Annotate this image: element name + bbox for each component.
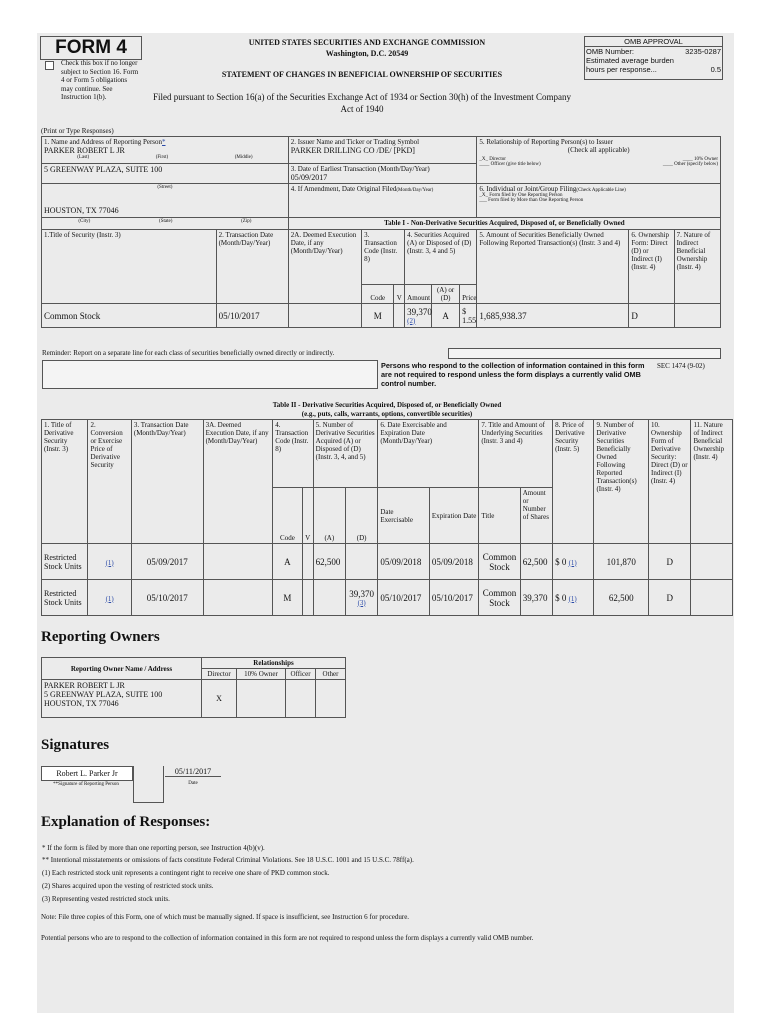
explanation-heading: Explanation of Responses: (41, 814, 211, 830)
other-mark[interactable]: ____ (662, 162, 673, 167)
reminder-right-box (448, 348, 721, 359)
signature-block (41, 766, 221, 802)
t1-subheader-v: V (394, 285, 405, 304)
form-title: FORM 4 (55, 37, 127, 58)
no-longer-subject-checkbox[interactable] (45, 61, 54, 70)
t2-r0-underlying-title: Common Stock (479, 544, 520, 580)
t2-subheader-code: Code (273, 488, 302, 544)
other-header: Other (316, 669, 346, 680)
t2-r0-a: 62,500 (313, 544, 345, 580)
owner-name: PARKER ROBERT L JR (44, 681, 125, 690)
signature-date-divider (163, 766, 164, 802)
relationship-row-2 (479, 162, 718, 167)
t1-header-date: 2. Transaction Date (Month/Day/Year) (216, 230, 288, 304)
t1-cell-price: $ 1.55 (460, 304, 477, 328)
signature-date-label: Date (188, 781, 198, 786)
amendment-label: 4. If Amendment, Date Original Filed (290, 185, 397, 193)
table-row (42, 544, 733, 580)
reporting-person-label: 1. Name and Address of Reporting Person (44, 138, 163, 146)
t2-subheader-a: (A) (313, 488, 345, 544)
t2-header-code: 4. Transaction Code (Instr. 8) (273, 420, 313, 488)
t1-cell-amount (405, 304, 432, 328)
reporting-owners-table (41, 657, 346, 718)
middle-label: (Middle) (234, 155, 253, 160)
footnote-3-link[interactable]: (3) (357, 598, 366, 607)
issuer-value: PARKER DRILLING CO /DE/ [PKD] (290, 146, 415, 155)
filed-pursuant: Filed pursuant to Section 16(a) of the Securities Exchange Act of 1934 or Section 30(h) of the Investment Company Act of 1940 (153, 92, 571, 114)
t2-subheader-amount: Amount or Number of Shares (520, 488, 552, 544)
earliest-date-label: 3. Date of Earliest Transaction (Month/Day/Year) (290, 165, 430, 173)
relationship-label: 5. Relationship of Reporting Person(s) to Issuer (479, 138, 613, 146)
t1-subheader-code: Code (362, 285, 394, 304)
relationship-cell (477, 137, 721, 184)
statement-title: STATEMENT OF CHANGES IN BENEFICIAL OWNERSHIP OF SECURITIES (221, 70, 503, 79)
sec-number: SEC 1474 (9-02) (657, 362, 705, 370)
director-header: Director (202, 669, 237, 680)
t2-header-title: 1. Title of Derivative Security (Instr. 3) (42, 420, 88, 544)
footnote-star-link[interactable]: * (162, 138, 166, 146)
t2-r0-d (345, 544, 377, 580)
t2-r0-price (553, 544, 594, 580)
explanation-line: * If the form is filed by more than one reporting person, see Instruction 4(b)(v). (42, 844, 265, 852)
t1-header-amount-owned: 5. Amount of Securities Beneficially Owned Following Reported Transaction(s) (Instr. 3 and 4) (477, 230, 629, 304)
signature-divider (133, 766, 134, 802)
t2-r1-exercisable: 05/10/2017 (378, 580, 430, 616)
city-cell (42, 184, 289, 218)
omb-hours-label: hours per response... (586, 65, 657, 74)
t2-r0-title: Restricted Stock Units (42, 544, 88, 580)
city-label: (City) (78, 219, 91, 224)
relationship-check: (Check all applicable) (567, 146, 630, 154)
t2-header-number: 5. Number of Derivative Securities Acquired (A) or Disposed of (D) (Instr. 3, 4, and 5) (313, 420, 378, 488)
t2-r1-owned: 62,500 (594, 580, 649, 616)
issuer-label: 2. Issuer Name and Ticker or Trading Symbol (290, 138, 420, 146)
t2-r1-code: M (273, 580, 302, 616)
t1-cell-v (394, 304, 405, 328)
t2-header-owned: 9. Number of Derivative Securities Beneficially Owned Following Reported Transaction(s) (Instr. 4) (594, 420, 649, 544)
t2-r0-price-value: $ 0 (555, 556, 567, 567)
owner-address-cell (42, 680, 202, 718)
omb-number: 3235-0287 (685, 47, 721, 56)
form-page (37, 33, 734, 1013)
reporting-person-cell (42, 137, 289, 164)
t2-r0-form: D (649, 544, 691, 580)
t2-r1-price (553, 580, 594, 616)
print-type: (Print or Type Responses) (41, 127, 114, 135)
t2-r1-expiration: 05/10/2017 (429, 580, 479, 616)
filing-more-row (479, 198, 718, 203)
t1-subheader-amount: Amount (405, 285, 432, 304)
form-title-box (40, 36, 142, 60)
explanation-line: (1) Each restricted stock unit represents a contingent right to receive one share of PKD common stock. (42, 869, 330, 877)
explanation-line: (3) Representing vested restricted stock units. (42, 895, 170, 903)
t1-cell-aord: A (432, 304, 460, 328)
t1-cell-deemed (288, 304, 361, 328)
t2-r0-underlying-amount: 62,500 (520, 544, 552, 580)
reporting-section (41, 136, 721, 328)
filing-more-option: Form filed by More than One Reporting Person (488, 198, 584, 203)
city-state-zip-labels (42, 218, 289, 230)
potential-persons-note: Potential persons who are to respond to the collection of information contained in this form are not required to respond unless the form displays a currently valid OMB number. (41, 934, 534, 942)
agency-location: Washington, D.C. 20549 (325, 49, 409, 58)
amendment-hint: (Month/Day/Year) (396, 188, 434, 193)
derivative-table (41, 419, 733, 616)
t1-cell-code: M (362, 304, 394, 328)
owner-officer (286, 680, 316, 718)
t2-r0-v (302, 544, 313, 580)
t2-header-nature: 11. Nature of Indirect Beneficial Ownership (Instr. 4) (691, 420, 733, 544)
copies-note: Note: File three copies of this Form, one of which must be manually signed. If space is insufficient, see Instruction 6 for procedure. (41, 913, 410, 921)
t1-subheader-price: Price (460, 285, 477, 304)
t1-header-securities: 4. Securities Acquired (A) or Disposed of (D) (Instr. 3, 4 and 5) (405, 230, 477, 285)
t2-subheader-exercisable: Date Exercisable (378, 488, 430, 544)
t2-r0-code: A (273, 544, 302, 580)
director-option: Director (489, 157, 506, 162)
table-row (42, 580, 733, 616)
owner-ten-pct (237, 680, 286, 718)
t1-cell-nature (674, 304, 720, 328)
first-label: (First) (155, 155, 169, 160)
t2-subheader-title: Title (479, 488, 520, 544)
reporting-person-name: PARKER ROBERT L JR (44, 146, 125, 155)
omb-number-label: OMB Number: (586, 47, 634, 56)
officer-mark[interactable]: ____ (479, 162, 490, 167)
ten-pct-option: 10% Owner (693, 157, 718, 162)
t2-subheader-v: V (302, 488, 313, 544)
t2-r1-d (345, 580, 377, 616)
t2-r1-price-value: $ 0 (555, 592, 567, 603)
t2-header-price: 8. Price of Derivative Security (Instr. 5) (553, 420, 594, 544)
signature-date: 05/11/2017 (165, 767, 221, 777)
t1-cell-title: Common Stock (42, 304, 217, 328)
t2-r0-price-footnote[interactable]: (1) (568, 558, 577, 567)
owner-name-header: Reporting Owner Name / Address (42, 658, 202, 680)
filing-hint: (Check Applicable Line) (576, 188, 626, 193)
owner-city: HOUSTON, TX 77046 (44, 699, 119, 708)
omb-hours: 0.5 (710, 65, 721, 74)
t2-r1-conv-footnote[interactable]: (1) (105, 594, 114, 603)
t2-r1-underlying-title: Common Stock (479, 580, 520, 616)
table2-subtitle: (e.g., puts, calls, warrants, options, convertible securities) (301, 410, 473, 418)
reminder-left-box (42, 360, 378, 389)
signature-name-box (41, 766, 133, 781)
t2-r1-title: Restricted Stock Units (42, 580, 88, 616)
t2-r1-v (302, 580, 313, 616)
t1-header-title: 1.Title of Security (Instr. 3) (42, 230, 217, 304)
filing-one-mark[interactable]: _X_ (479, 193, 489, 198)
t2-r1-form: D (649, 580, 691, 616)
t2-subheader-d: (D) (345, 488, 377, 544)
last-label: (Last) (77, 155, 90, 160)
footnote-1-link[interactable]: (1) (105, 558, 114, 567)
filing-cell (477, 184, 721, 218)
table-row (42, 680, 346, 718)
street-value: 5 GREENWAY PLAZA, SUITE 100 (44, 165, 163, 174)
filing-one-option: Form filed by One Reporting Person (489, 193, 563, 198)
t1-header-ownership-form: 6. Ownership Form: Direct (D) or Indirect (I) (Instr. 4) (629, 230, 674, 304)
state-label: (State) (159, 219, 173, 224)
t1-header-nature: 7. Nature of Indirect Beneficial Ownership (Instr. 4) (674, 230, 720, 304)
t2-r1-d-value: 39,370 (349, 588, 375, 599)
owner-director: X (202, 680, 237, 718)
director-mark[interactable]: _X_ (479, 157, 489, 162)
owner-other (316, 680, 346, 718)
omb-number-row (585, 47, 722, 56)
t2-header-conversion: 2. Conversion or Exercise Price of Derivative Security (88, 420, 131, 544)
street-cell (42, 164, 289, 184)
t2-header-date: 3. Transaction Date (Month/Day/Year) (131, 420, 203, 544)
other-option: Other (specify below) (674, 162, 718, 167)
reminder-text: Reminder: Report on a separate line for each class of securities beneficially owned directly or indirectly. (42, 349, 335, 357)
omb-approval-box (584, 36, 723, 80)
signatures-heading: Signatures (41, 737, 110, 753)
ten-pct-mark[interactable]: ____ (682, 157, 693, 162)
agency-name: UNITED STATES SECURITIES AND EXCHANGE COMMISSION (248, 38, 486, 47)
t2-header-underlying: 7. Title and Amount of Underlying Securities (Instr. 3 and 4) (479, 420, 553, 488)
t2-r1-nature (691, 580, 733, 616)
signature-label: **Signature of Reporting Person (53, 782, 119, 787)
checkbox-text: Check this box if no longer subject to Section 16. Form 4 or Form 5 obligations may continue. See Instruction 1(b). (61, 59, 139, 102)
zip-label: (Zip) (241, 219, 252, 224)
t2-r1-price-footnote[interactable]: (1) (568, 594, 577, 603)
street-label: (Street) (157, 185, 173, 190)
earliest-date-value: 05/09/2017 (290, 173, 328, 182)
owner-street: 5 GREENWAY PLAZA, SUITE 100 (44, 690, 163, 699)
ten-pct-header: 10% Owner (237, 669, 286, 680)
table2-title: Table II - Derivative Securities Acquired, Disposed of, or Beneficially Owned (272, 401, 502, 409)
t1-header-code: 3. Transaction Code (Instr. 8) (362, 230, 405, 285)
omb-hours-row (585, 65, 722, 74)
t1-header-deemed: 2A. Deemed Execution Date, if any (Month/Day/Year) (288, 230, 361, 304)
issuer-cell (288, 137, 477, 164)
t2-r1-date: 05/10/2017 (131, 580, 203, 616)
t2-header-exercisable: 6. Date Exercisable and Expiration Date (Month/Day/Year) (378, 420, 479, 488)
table1-title: Table I - Non-Derivative Securities Acquired, Disposed of, or Beneficially Owned (288, 218, 720, 230)
t2-r0-date: 05/09/2017 (131, 544, 203, 580)
t2-r0-deemed (203, 544, 273, 580)
earliest-date-cell (288, 164, 477, 184)
t1-cell-form: D (629, 304, 674, 328)
filing-more-mark[interactable]: ___ (479, 198, 487, 203)
relationships-header: Relationships (202, 658, 346, 669)
city-value: HOUSTON, TX 77046 (44, 206, 119, 215)
omb-burden-label: Estimated average burden (586, 56, 674, 65)
footnote-2-link[interactable]: (2) (407, 316, 416, 325)
t2-r1-deemed (203, 580, 273, 616)
explanation-line: (2) Shares acquired upon the vesting of restricted stock units. (42, 882, 214, 890)
t2-r0-exercisable: 05/09/2018 (378, 544, 430, 580)
t2-r1-a (313, 580, 345, 616)
t2-header-deemed: 3A. Deemed Execution Date, if any (Month/Day/Year) (203, 420, 273, 544)
table-row (42, 304, 721, 328)
t1-cell-owned: 1,685,938.37 (477, 304, 629, 328)
officer-option: Officer (give title below) (490, 162, 541, 167)
t2-subheader-expiration: Expiration Date (429, 488, 479, 544)
name-field-labels (44, 155, 286, 160)
explanation-line: ** Intentional misstatements or omissions of facts constitute Federal Criminal Violations. See 18 U.S.C. 1001 and 15 U.S.C. 78ff(a). (42, 856, 414, 864)
t2-r0-owned: 101,870 (594, 544, 649, 580)
amendment-cell (288, 184, 477, 218)
signature-box-bottom (133, 802, 164, 803)
t1-cell-date: 05/10/2017 (216, 304, 288, 328)
persons-respond-notice: Persons who respond to the collection of information contained in this form are not required to respond unless the form displays a currently valid OMB control number. (381, 361, 645, 388)
filing-label: 6. Individual or Joint/Group Filing (479, 185, 577, 193)
reporting-owners-heading: Reporting Owners (41, 629, 160, 645)
signature-name: Robert L. Parker Jr (56, 769, 118, 778)
t2-r1-underlying-amount: 39,370 (520, 580, 552, 616)
t1-subheader-aord: (A) or (D) (432, 285, 460, 304)
t2-r0-nature (691, 544, 733, 580)
omb-title: OMB APPROVAL (585, 37, 722, 47)
t1-amount-value: 39,370 (407, 306, 432, 317)
t2-r0-expiration: 05/09/2018 (429, 544, 479, 580)
t2-header-ownership-form: 10. Ownership Form of Derivative Security: Direct (D) or Indirect (I) (Instr. 4) (649, 420, 691, 544)
officer-header: Officer (286, 669, 316, 680)
